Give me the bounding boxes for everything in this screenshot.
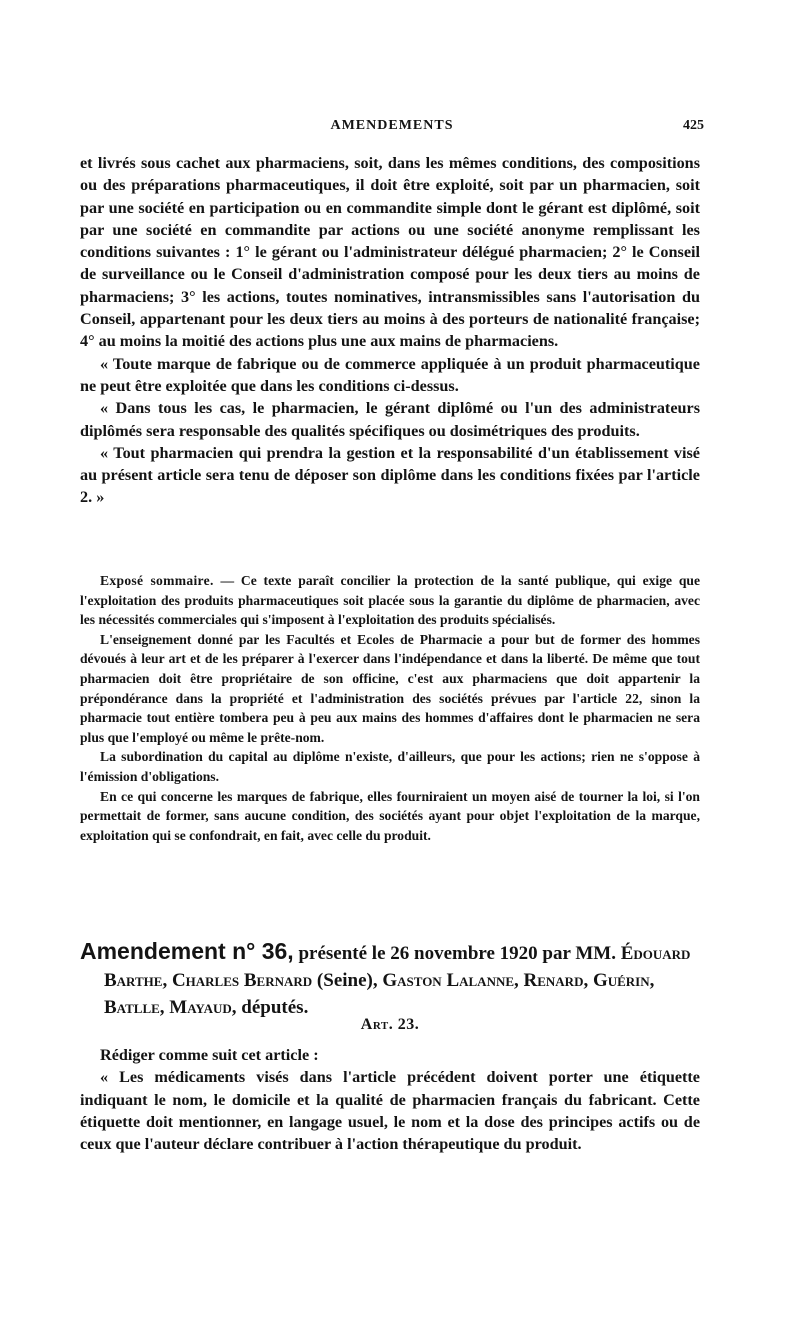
- summary-label: Exposé sommaire.: [100, 573, 214, 588]
- summary-intro-paragraph: [80, 571, 700, 630]
- amendment-heading: [80, 938, 700, 1021]
- deputy-department: (Seine),: [312, 970, 383, 991]
- deputy-names: Gaston Lalanne, Renard, Guérin,: [382, 970, 655, 991]
- deputy-suffix: députés.: [236, 997, 309, 1018]
- summary-paragraph: En ce qui concerne les marques de fabrique, elles fourniraient un moyen aisé de tourner la loi, si l'on permettait de former, sans aucune condition, des sociétés ayant pour objet l'exploitation de la marque, exploitation qui se confondrait, en fait, avec celle du produit.: [80, 788, 700, 843]
- page-number: 425: [683, 118, 704, 133]
- amendment-label: Amendement n° 36,: [80, 938, 294, 964]
- deputy-names: Barthe, Charles Bernard: [104, 970, 313, 991]
- amendment-presented: présenté le 26 novembre 1920 par MM.: [293, 943, 621, 964]
- amendment-paragraph: Rédiger comme suit cet article :: [100, 1046, 319, 1064]
- body-paragraph: « Tout pharmacien qui prendra la gestion et la responsabilité d'un établissement visé au présent article sera tenu de déposer son diplôme dans les conditions fixées par l'article 2. »: [80, 443, 700, 507]
- summary-intro: — Ce texte paraît concilier la protection de la santé publique, qui exige que l'exploitation des produits pharmaceutiques soit placée sous la garantie du diplôme de pharmacien, avec les nécessités commerciales qui s'imposent à l'exploitation des produits spécialisés.: [80, 573, 700, 628]
- body-paragraph: et livrés sous cachet aux pharmaciens, soit, dans les mêmes conditions, des compositions ou des préparations pharmaceutiques, il doit être exploité, soit par un pharmacien, soit par une société en participation ou en commandite simple dont le gérant est diplômé, soit par une société en commandite par actions ou une société anonyme remplissant les conditions suivantes : 1° le gérant ou l'administrateur délégué pharmacien; 2° le Conseil de surveillance ou le Conseil d'administration composé pour les deux tiers au moins de pharmaciens; 3° les actions, toutes nominatives, intransmissibles sans l'autorisation du Conseil, appartenant pour les deux tiers au moins à des porteurs de nationalité française; 4° au moins la moitié des actions plus une aux mains de pharmaciens.: [80, 154, 700, 351]
- running-head: AMENDEMENTS: [330, 118, 454, 133]
- summary-paragraph: L'enseignement donné par les Facultés et Ecoles de Pharmacie a pour but de former des hommes dévoués à leur art et de les préparer à l'exercer dans l'indépendance et dans la liberté. De même que tout pharmacien doit être propriétaire de son officine, c'est aux pharmaciens que doit appartenir la prépondérance dans la propriété et l'administration des sociétés prévues par l'article 22, sinon la pharmacie tout entière tombera peu à peu aux mains des hommes d'affaires dont le pharmacien ne sera plus que l'employé ou même le prête-nom.: [80, 631, 700, 745]
- summary-paragraph: La subordination du capital au diplôme n'existe, d'ailleurs, que pour les actions; rien ne s'oppose à l'émission d'obligations.: [80, 749, 700, 784]
- article-reference: Art. 23.: [360, 1016, 420, 1033]
- page-header: [80, 118, 704, 140]
- main-body: [80, 152, 700, 509]
- amendment-heading-line1: [80, 938, 700, 967]
- deputy-name: Édouard: [620, 943, 691, 964]
- deputy-names: Batlle, Mayaud,: [104, 997, 237, 1018]
- amendment-text: [80, 1044, 700, 1155]
- body-paragraph: « Toute marque de fabrique ou de commerce appliquée à un produit pharmaceutique ne peut être exploitée que dans les conditions ci-dessus.: [80, 354, 700, 395]
- expose-sommaire: [80, 571, 700, 845]
- amendment-heading-line2: [80, 967, 700, 994]
- body-paragraph: « Dans tous les cas, le pharmacien, le gérant diplômé ou l'un des administrateurs diplômés sera responsable des qualités spécifiques ou dosimétriques des produits.: [80, 399, 700, 440]
- amendment-paragraph: « Les médicaments visés dans l'article précédent doivent porter une étiquette indiquant le nom, le domicile et la qualité de pharmacien français du fabricant. Cette étiquette doit mentionner, en langage usuel, le nom et la dose des principes actifs ou de ceux que l'auteur déclare contribuer à l'action thérapeutique du produit.: [80, 1068, 700, 1154]
